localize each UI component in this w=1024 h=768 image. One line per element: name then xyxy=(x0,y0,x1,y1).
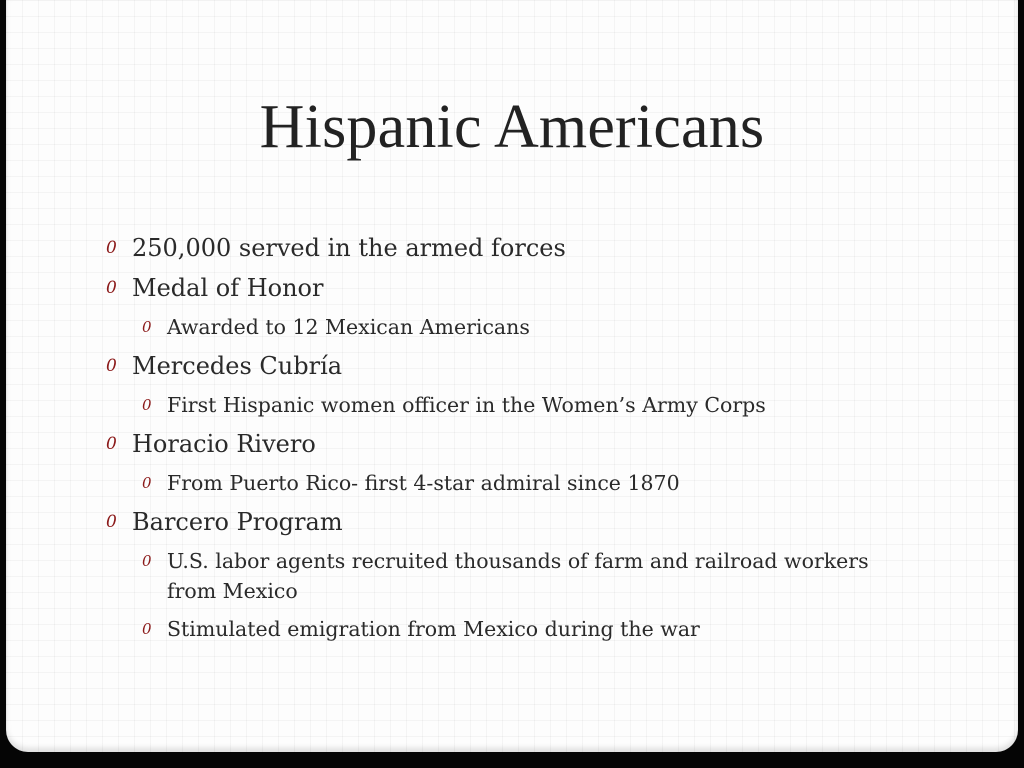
bullet-text: Horacio Rivero xyxy=(132,430,316,458)
bullet-list xyxy=(104,232,884,652)
sub-bullet-text: U.S. labor agents recruited thousands of farm and railroad workers from Mexico xyxy=(167,549,869,603)
sub-bullet-item xyxy=(142,468,884,498)
sub-bullet-text: Awarded to 12 Mexican Americans xyxy=(167,315,530,339)
bullet-marker-icon: 0 xyxy=(106,238,117,258)
sub-bullet-item xyxy=(142,546,884,606)
sub-bullet-item xyxy=(142,312,884,342)
bullet-item xyxy=(104,428,884,460)
sub-bullet-text: From Puerto Rico- first 4-star admiral since 1870 xyxy=(167,471,680,495)
bullet-text: Barcero Program xyxy=(132,508,343,536)
bullet-marker-icon: 0 xyxy=(106,278,117,298)
slide xyxy=(6,0,1018,752)
slide-title: Hispanic Americans xyxy=(259,93,765,161)
sub-bullet-item xyxy=(142,614,884,644)
bullet-text: Medal of Honor xyxy=(132,274,324,302)
bullet-item xyxy=(104,506,884,538)
sub-bullet-marker-icon: 0 xyxy=(142,318,152,336)
bullet-item xyxy=(104,272,884,304)
sub-bullet-marker-icon: 0 xyxy=(142,620,152,638)
sub-bullet-marker-icon: 0 xyxy=(142,396,152,414)
bullet-item xyxy=(104,350,884,382)
bullet-text: 250,000 served in the armed forces xyxy=(132,234,566,262)
sub-bullet-marker-icon: 0 xyxy=(142,552,152,570)
sub-bullet-text: First Hispanic women officer in the Women’s Army Corps xyxy=(167,393,766,417)
sub-bullet-marker-icon: 0 xyxy=(142,474,152,492)
bullet-marker-icon: 0 xyxy=(106,434,117,454)
bullet-item xyxy=(104,232,884,264)
sub-bullet-item xyxy=(142,390,884,420)
sub-bullet-text: Stimulated emigration from Mexico during the war xyxy=(167,617,700,641)
bullet-marker-icon: 0 xyxy=(106,512,117,532)
bullet-marker-icon: 0 xyxy=(106,356,117,376)
bullet-text: Mercedes Cubría xyxy=(132,352,343,380)
